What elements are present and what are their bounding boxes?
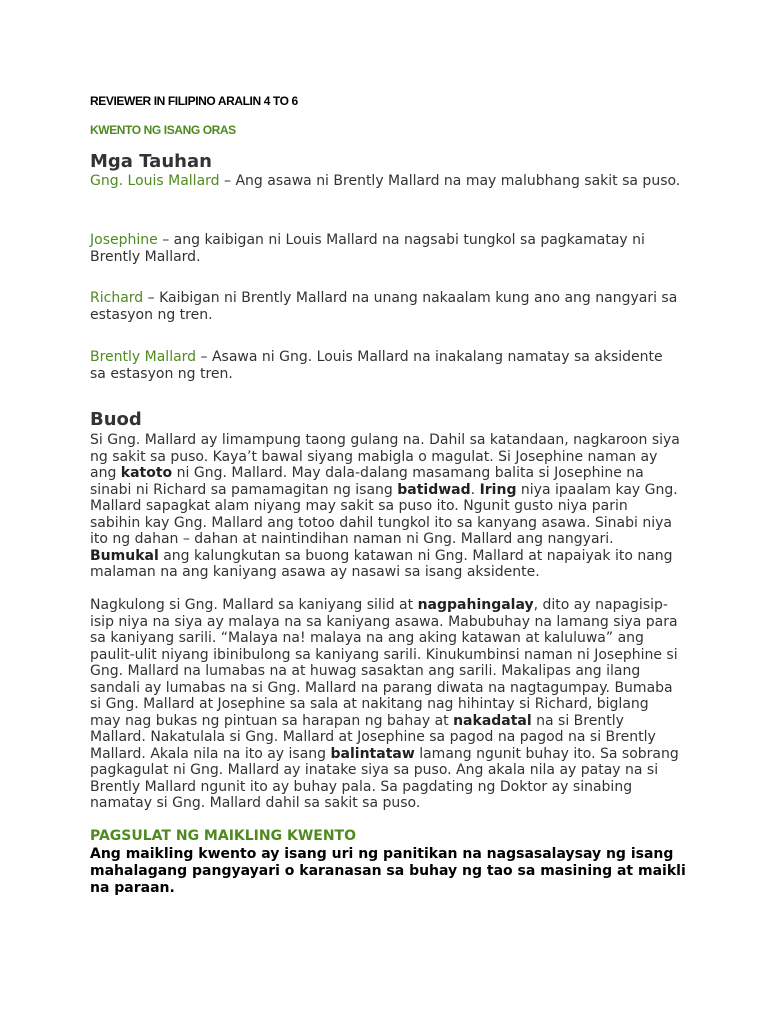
character-description: Asawa ni Gng. Louis Mallard na inakalang namatay sa aksidente sa estasyon ng tren. — [90, 349, 663, 382]
character-description: Kaibigan ni Brently Mallard na unang nakaalam kung ano ang nangyari sa estasyon ng tren. — [90, 290, 678, 323]
bold-term: katoto — [120, 465, 173, 481]
character-name: Brently Mallard — [90, 349, 197, 365]
character-description: Ang asawa ni Brently Mallard na may malubhang sakit sa puso. — [235, 173, 681, 189]
character-separator: – — [157, 232, 174, 248]
text-run: ni Gng. Mallard. May dala-dalang masamang balita si Josephine na sinabi ni Richard sa pamamagitan ng isang — [90, 465, 644, 498]
bold-term: nagpahingalay — [417, 597, 534, 613]
characters-heading: Mga Tauhan — [90, 151, 212, 172]
character-separator: – — [143, 290, 160, 306]
text-run: . — [470, 481, 480, 498]
summary-heading: Buod — [90, 409, 142, 430]
text-run: na si Brently Mallard. Nakatulala si Gng. Mallard at Josephine sa pagod na pagod na si Brently Mallard. Akala nila na ito ay isang — [90, 712, 656, 762]
character-name: Gng. Louis Mallard — [90, 173, 220, 189]
writing-definition: Ang maikling kwento ay isang uri ng panitikan na nagsasalaysay ng isang mahalagang pangyayari o karanasan sa buhay ng tao sa masining at maikli na paraan. — [90, 846, 686, 896]
character-name: Richard — [90, 290, 144, 306]
bold-term: Bumukal — [90, 547, 159, 564]
bold-term: nakadatal — [453, 712, 532, 729]
character-description: ang kaibigan ni Louis Mallard na nagsabi tungkol sa pagkamatay ni Brently Mallard. — [90, 232, 645, 265]
bold-term: balintataw — [330, 745, 415, 762]
story-title: KWENTO NG ISANG ORAS — [90, 123, 236, 137]
writing-heading: PAGSULAT NG MAIKLING KWENTO — [90, 828, 356, 844]
text-run: Nagkulong si Gng. Mallard sa kaniyang silid at — [90, 597, 418, 613]
text-run: lamang ngunit buhay ito. Sa sobrang pagkagulat ni Gng. Mallard ay inatake siya sa puso. Ang akala nila ay patay na si Brently Mallard ngunit ito ay buhay pala. Sa pagdating ng Doktor ay sinabing namatay si Gng. Mallard dahil sa sakit sa puso. — [90, 745, 679, 811]
character-separator: – — [219, 173, 236, 189]
character-separator: – — [196, 349, 212, 365]
text-run: , dito ay napagisip-isip niya na siya ay malaya na sa kaniyang asawa. Mabubuhay na lamang siya para sa kaniyang sarili. “Malaya na! malaya na ang aking katawan at kaluluwa” ang paulit-ulit niyang ibinibulong sa kaniyang sarili. Kinukumbinsi naman ni Josephine si Gng. Mallard na lumabas na at huwag sasaktan ang sarili. Makalipas ang ilang sandali ay lumabas na si Gng. Mallard na parang diwata na nagtagumpay. Bumaba si Gng. Mallard at Josephine sa sala at nakitang nag hihintay si Richard, biglang may nag bukas ng pintuan sa harapan ng bahay at — [90, 597, 678, 729]
summary-paragraph-1 — [90, 432, 682, 581]
document-title: REVIEWER IN FILIPINO ARALIN 4 TO 6 — [90, 94, 298, 108]
text-run: niya ipaalam kay Gng. Mallard sapagkat alam niyang may sakit sa puso ito. Ngunit gusto niya parin sabihin kay Gng. Mallard ang totoo dahil tungkol ito sa kanyang asawa. Sinabi niya ito ng dahan – dahan at naintindihan naman ni Gng. Mallard ang nangyari. — [90, 481, 678, 547]
summary-paragraph-2 — [90, 597, 682, 812]
character-entry — [90, 290, 682, 324]
character-name: Josephine — [90, 232, 158, 248]
character-entry — [90, 232, 682, 266]
bold-term: batidwad — [397, 481, 471, 498]
text-run: Si Gng. Mallard ay limampung taong gulang na. Dahil sa katandaan, nagkaroon siya ng sakit sa puso. Kaya’t bawal siyang mabigla o magulat. Si Josephine naman ay ang — [90, 432, 680, 481]
text-run: ang kalungkutan sa buong katawan ni Gng. Mallard at napaiyak ito nang malaman na ang kaniyang asawa ay nasawi sa isang aksidente. — [90, 547, 673, 580]
bold-term: Iring — [479, 481, 517, 498]
character-entry — [90, 173, 682, 190]
character-entry — [90, 349, 682, 383]
